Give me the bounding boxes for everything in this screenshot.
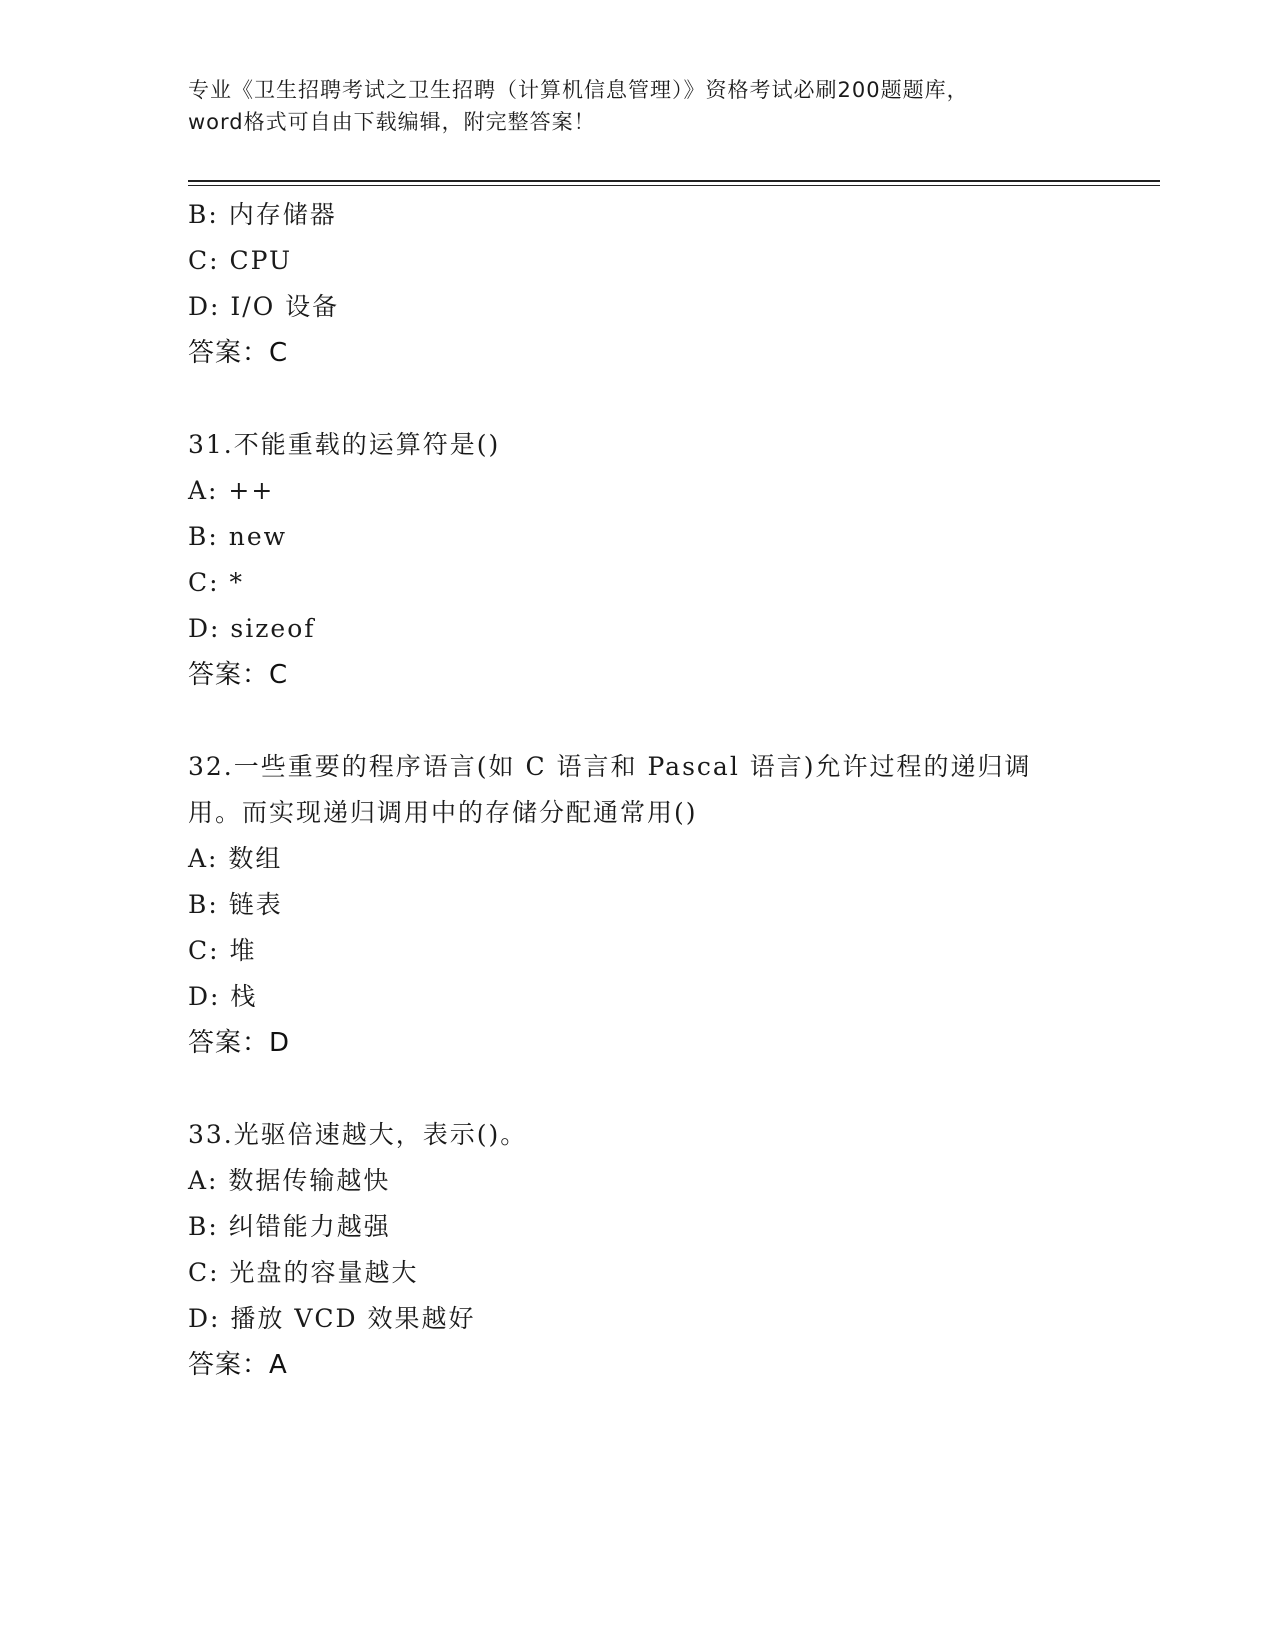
answer-line: 答案：A (188, 1350, 288, 1380)
spacer (188, 376, 1088, 422)
question-stem-line-2: 用。而实现递归调用中的存储分配通常用() (188, 798, 698, 827)
header-divider-thick (188, 180, 1160, 182)
option-a: A: 数据传输越快 (188, 1166, 391, 1195)
option-c: C: CPU (188, 246, 293, 275)
option-c: C: * (188, 568, 244, 597)
question-31 (188, 422, 1088, 698)
header-divider-thin (188, 185, 1160, 186)
option-a: A: 数组 (188, 844, 283, 873)
option-d: D: 播放 VCD 效果越好 (188, 1304, 476, 1333)
spacer (188, 698, 1088, 744)
option-c: C: 堆 (188, 936, 257, 965)
option-d: D: 栈 (188, 982, 258, 1011)
question-33 (188, 1112, 1088, 1388)
option-d: D: sizeof (188, 614, 316, 643)
answer-line: 答案：C (188, 338, 289, 368)
spacer (188, 1066, 1088, 1112)
header-title-line-2: word格式可自由下载编辑，附完整答案！ (188, 110, 596, 134)
header-title-line-1: 专业《卫生招聘考试之卫生招聘（计算机信息管理）》资格考试必刷200题题库， (188, 78, 969, 102)
question-stem-line-1: 32.一些重要的程序语言(如 C 语言和 Pascal 语言)允许过程的递归调 (188, 752, 1032, 781)
question-stem: 31.不能重载的运算符是() (188, 430, 501, 459)
question-32 (188, 744, 1088, 1066)
answer-line: 答案：D (188, 1028, 291, 1058)
question-list (188, 192, 1088, 1388)
option-c: C: 光盘的容量越大 (188, 1258, 419, 1287)
document-header (188, 74, 1088, 138)
option-b: B: new (188, 522, 288, 551)
answer-line: 答案：C (188, 660, 289, 690)
option-a: A: ++ (188, 476, 275, 505)
option-b: B: 纠错能力越强 (188, 1212, 391, 1241)
option-b: B: 内存储器 (188, 200, 337, 229)
option-b: B: 链表 (188, 890, 283, 919)
question-stem: 33.光驱倍速越大，表示()。 (188, 1120, 528, 1149)
option-d: D: I/O 设备 (188, 292, 340, 321)
question-30-continued (188, 192, 1088, 376)
